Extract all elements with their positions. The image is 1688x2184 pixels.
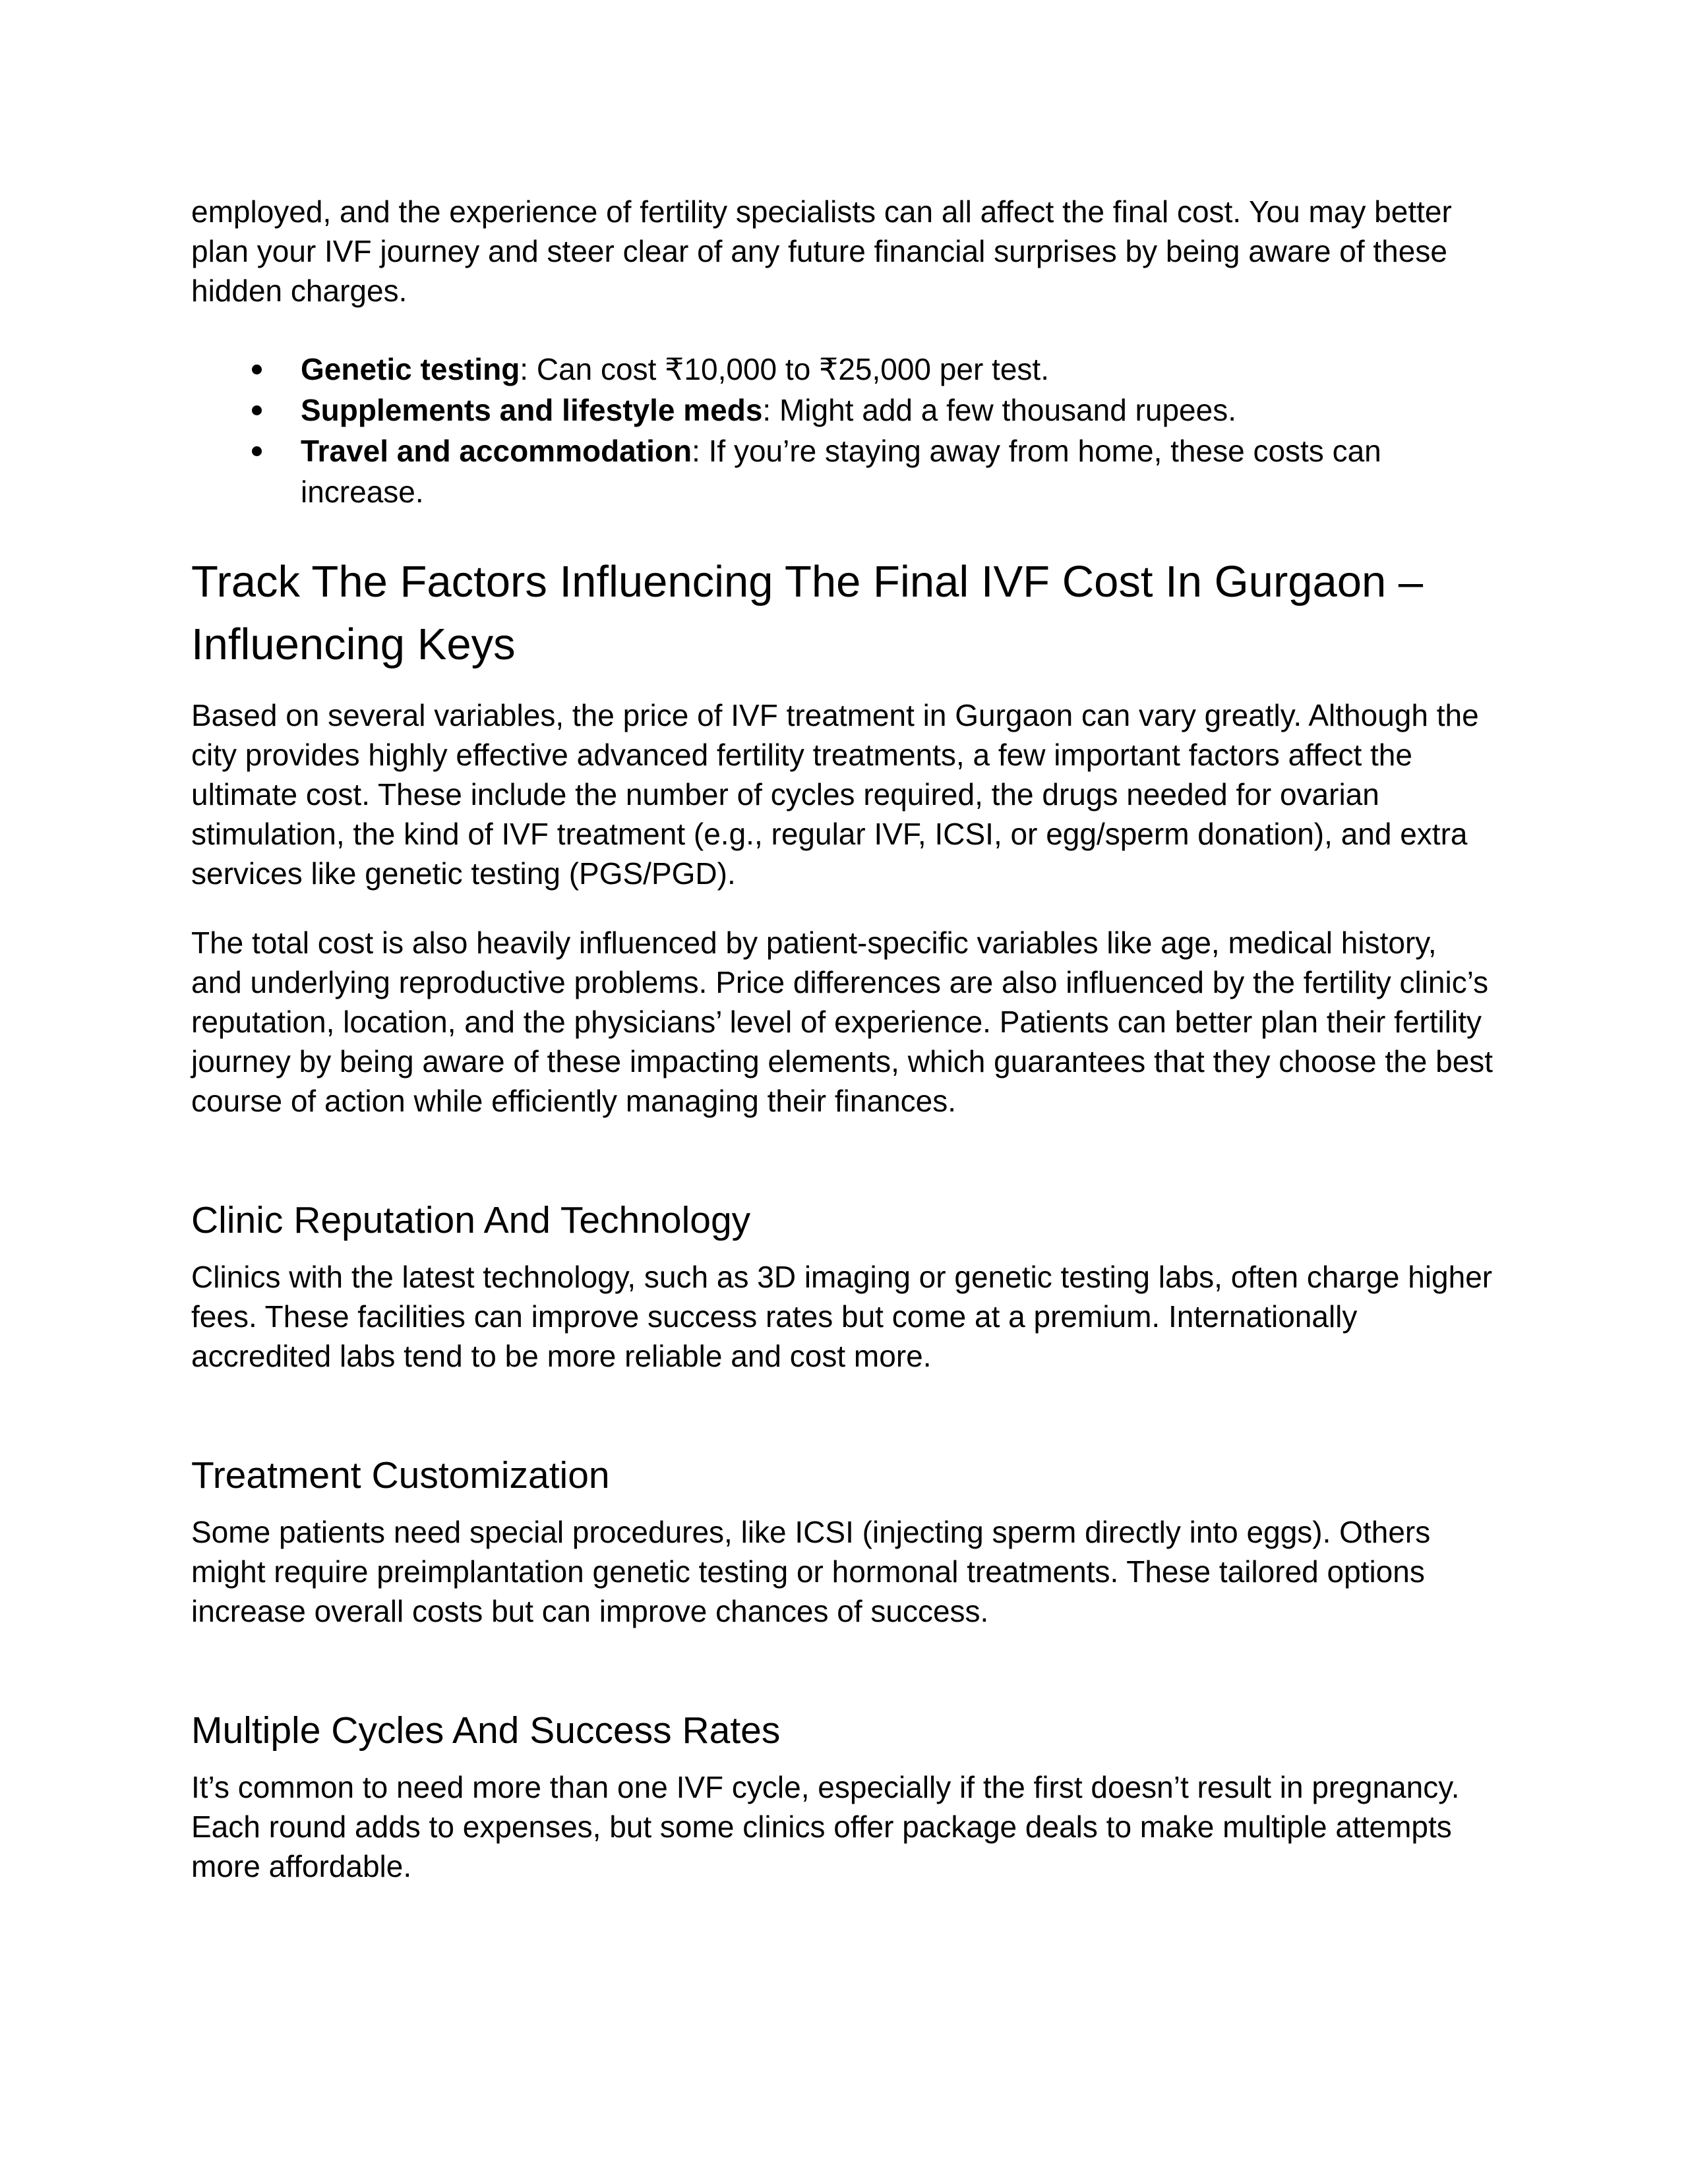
list-item-lead: Genetic testing — [301, 352, 520, 386]
list-item-supplements — [191, 390, 1493, 430]
list-item-lead: Supplements and lifestyle meds — [301, 393, 763, 427]
section-heading-treatment-customization: Treatment Customization — [191, 1454, 610, 1496]
bullet-icon — [252, 446, 262, 456]
section-heading-clinic-reputation: Clinic Reputation And Technology — [191, 1199, 751, 1241]
section-heading-multiple-cycles: Multiple Cycles And Success Rates — [191, 1709, 781, 1752]
list-item-text: : Can cost ₹10,000 to ₹25,000 per test. — [520, 352, 1049, 386]
hidden-charges-list — [191, 349, 1493, 512]
intro-paragraph: employed, and the experience of fertility specialists can all affect the final cost. You may better plan your IVF journey and steer clear of any future financial surprises by being aware of these hidden charges. — [191, 194, 1452, 308]
section-body-treatment-customization: Some patients need special procedures, like ICSI (injecting sperm directly into eggs). Others might require preimplantation genetic testing or hormonal treatments. These tailored options increase overall costs but can improve chances of success. — [191, 1515, 1431, 1628]
list-item-text: : If you’re staying away from home, these costs can increase. — [301, 434, 1381, 509]
paragraph-total-cost: The total cost is also heavily influenced by patient-specific variables like age, medical history, and underlying reproductive problems. Price differences are also influenced by the fertility clinic’s reputation, location, and the physicians’ level of experience. Patients can better plan their fertility journey by being aware of these impacting elements, which guarantees that they choose the best course of action while efficiently managing their finances. — [191, 926, 1493, 1118]
list-item-genetic-testing — [191, 349, 1493, 390]
list-item-lead: Travel and accommodation — [301, 434, 692, 468]
section-body-multiple-cycles: It’s common to need more than one IVF cycle, especially if the first doesn’t result in pregnancy. Each round adds to expenses, but some clinics offer package deals to make multiple attempts more affordable. — [191, 1770, 1460, 1883]
paragraph-factors-overview: Based on several variables, the price of IVF treatment in Gurgaon can vary greatly. Although the city provides highly effective advanced fertility treatments, a few important factors affect the ultimate cost. These include the number of cycles required, the drugs needed for ovarian stimulation, the kind of IVF treatment (e.g., regular IVF, ICSI, or egg/sperm donation), and extra services like genetic testing (PGS/PGD). — [191, 698, 1479, 891]
section-body-clinic-reputation: Clinics with the latest technology, such as 3D imaging or genetic testing labs, often charge higher fees. These facilities can improve success rates but come at a premium. Internationally accredited labs tend to be more reliable and cost more. — [191, 1260, 1493, 1373]
list-item-travel — [191, 430, 1493, 512]
bullet-icon — [252, 405, 262, 415]
bullet-icon — [252, 365, 262, 374]
section-clinic-reputation — [191, 1196, 1493, 1376]
section-multiple-cycles — [191, 1707, 1493, 1886]
list-item-text: : Might add a few thousand rupees. — [762, 393, 1236, 427]
page-title: Track The Factors Influencing The Final IVF Cost In Gurgaon – Influencing Keys — [191, 557, 1424, 669]
section-treatment-customization — [191, 1452, 1493, 1631]
